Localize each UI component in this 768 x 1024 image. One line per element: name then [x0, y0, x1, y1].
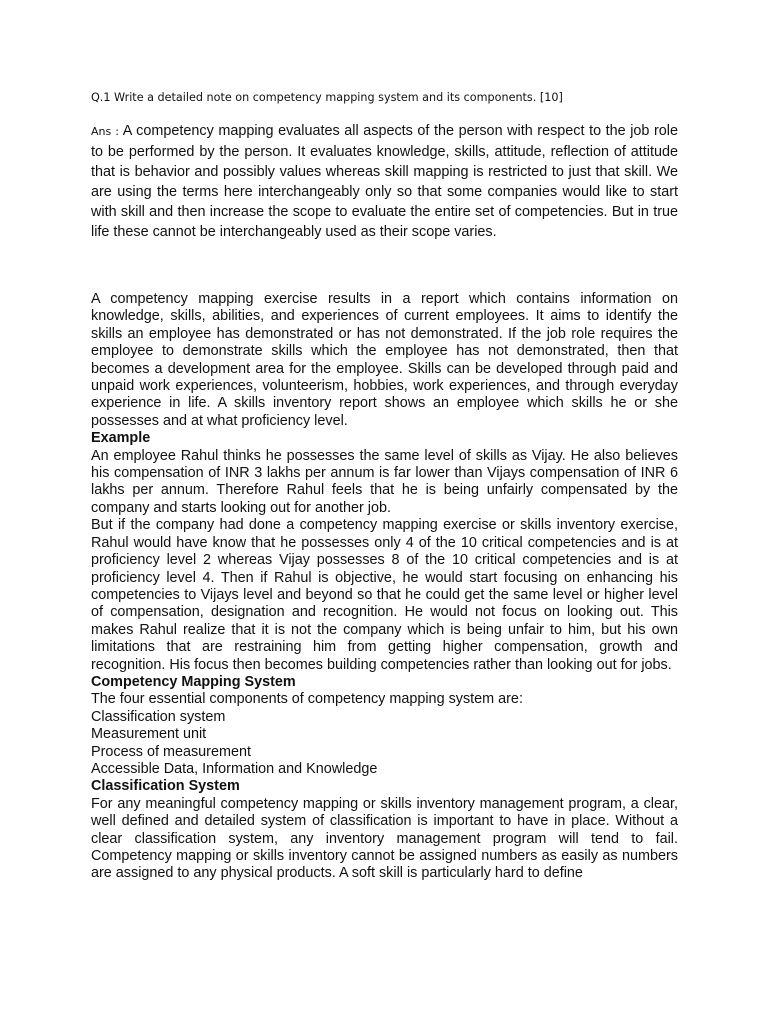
question-text: Write a detailed note on competency mapping system and its components. [10] — [110, 91, 563, 104]
question-label: Q.1 — [91, 91, 111, 104]
answer-text: A competency mapping evaluates all aspects of the person with respect to the job role to be performed by the person. It evaluates knowledge, skills, attitude, reflection of attitude that is behavior and possibly values whereas skill mapping is restricted to just that skill. We are using the terms here interchangeably only so that some companies would like to start with skill and then increase the scope to evaluate the entire set of competencies. But in true life these cannot be interchangeably used as their scope varies. — [91, 123, 678, 240]
answer-paragraph — [91, 121, 678, 242]
paragraph-skills-inventory: A competency mapping exercise results in a report which contains information on knowledge, skills, abilities, and experiences of current employees. It aims to identify the skills an employee has demonstrated or has not demonstrated. If the job role requires the employee to demonstrate skills which the employee has not demonstrated, then that becomes a development area for the employee. Skills can be developed through paid and unpaid work experiences, volunteerism, hobbies, work experiences, and through everyday experience in life. A skills inventory report shows an employee which skills he or she possesses and at what proficiency level. — [91, 291, 678, 429]
paragraph-example-rahul: An employee Rahul thinks he possesses the same level of skills as Vijay. He also believes his compensation of INR 3 lakhs per annum is far lower than Vijays compensation of INR 6 lakhs per annum. Therefore Rahul feels that he is being unfairly compensated by the company and starts looking out for another job. — [91, 447, 678, 516]
paragraph-classification: For any meaningful competency mapping or skills inventory management program, a clear, well defined and detailed system of classification is important to have in place. Without a clear classification system, any inventory management program will tend to fail. Competency mapping or skills inventory cannot be assigned numbers as easily as numbers are assigned to any physical products. A soft skill is particularly hard to define — [91, 795, 678, 882]
question-line — [91, 90, 691, 106]
heading-example: Example — [91, 430, 151, 447]
heading-classification-system: Classification System — [91, 778, 240, 795]
answer-body — [91, 291, 678, 883]
list-item: Accessible Data, Information and Knowledge — [91, 760, 378, 777]
paragraph-example-continued: But if the company had done a competency mapping exercise or skills inventory exercise, Rahul would have know that he possesses only 4 of the 10 critical competencies and is at proficiency level 2 whereas Vijay possesses 8 of the 10 critical competencies and is at proficiency level 4. Then if Rahul is objective, he would start focusing on enhancing his competencies to Vijays level and beyond so that he could get the same level or higher level of compensation, designation and recognition. He would not focus on looking out. This makes Rahul realize that it is not the company which is being unfair to him, but his own limitations that are restraining him from getting higher compensation, growth and recognition. His focus then becomes building competencies rather than looking out for jobs. — [91, 517, 678, 673]
list-item: Measurement unit — [91, 726, 207, 743]
paragraph-components-intro: The four essential components of competency mapping system are: — [91, 691, 523, 708]
heading-competency-mapping-system: Competency Mapping System — [91, 673, 296, 690]
answer-label: Ans : — [91, 125, 120, 138]
list-item: Classification system — [91, 708, 226, 725]
list-item: Process of measurement — [91, 743, 251, 760]
